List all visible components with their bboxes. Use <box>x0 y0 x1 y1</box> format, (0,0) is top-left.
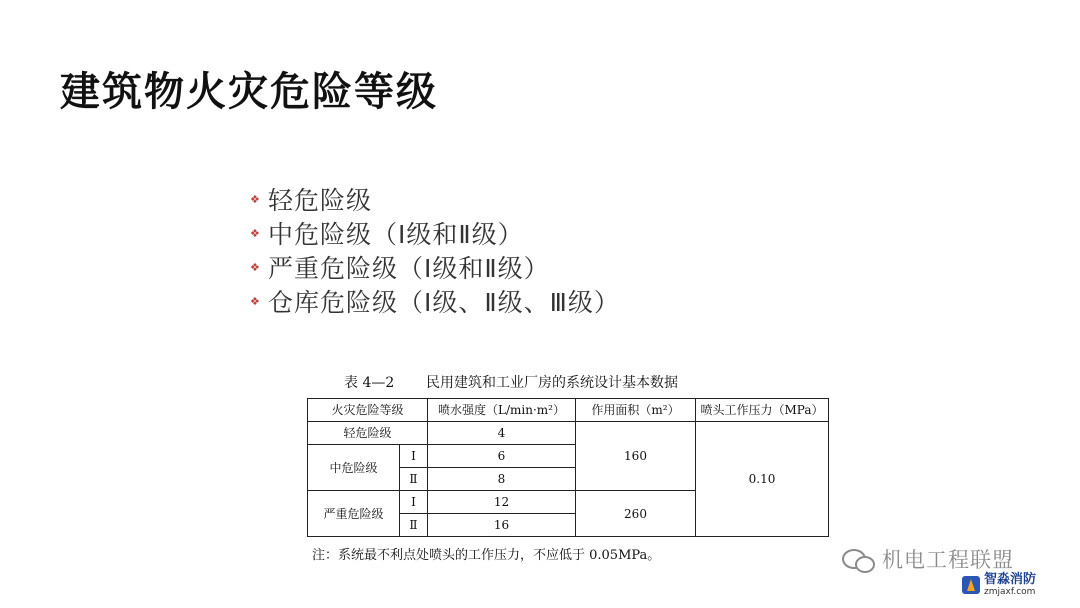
cell-sub-severe-2: Ⅱ <box>400 514 428 537</box>
diamond-bullet-icon: ❖ <box>250 193 261 206</box>
cell-level-medium: 中危险级 <box>308 445 400 491</box>
list-item-label: 仓库危险级（Ⅰ级、Ⅱ级、Ⅲ级） <box>268 288 620 317</box>
cell-intensity-medium-1: 6 <box>428 445 576 468</box>
diamond-bullet-icon: ❖ <box>250 261 261 274</box>
cell-intensity-severe-1: 12 <box>428 491 576 514</box>
cell-intensity-medium-2: 8 <box>428 468 576 491</box>
header-operating-area: 作用面积（m²） <box>576 399 696 422</box>
table-header-row <box>308 399 829 422</box>
table-row <box>308 422 829 445</box>
table-caption-title: 民用建筑和工业厂房的系统设计基本数据 <box>426 375 678 391</box>
header-spray-intensity: 喷水强度（L/min·m²） <box>428 399 576 422</box>
list-item <box>250 184 620 218</box>
cell-intensity-light: 4 <box>428 422 576 445</box>
list-item <box>250 252 620 286</box>
wechat-watermark <box>842 544 1014 574</box>
cell-area-160: 160 <box>576 422 696 491</box>
list-item-label: 中危险级（Ⅰ级和Ⅱ级） <box>268 220 524 249</box>
slide-title: 建筑物火灾危险等级 <box>60 69 438 115</box>
design-data-table <box>307 398 829 537</box>
logo-name: 智淼消防 <box>984 572 1037 587</box>
wechat-icon <box>842 547 876 571</box>
header-hazard-level: 火灾危险等级 <box>308 399 428 422</box>
cell-pressure: 0.10 <box>696 422 829 537</box>
hazard-level-list <box>250 184 620 320</box>
logo-url: zmjaxf.com <box>984 587 1036 597</box>
cell-level-severe: 严重危险级 <box>308 491 400 537</box>
list-item-label: 轻危险级 <box>268 186 373 215</box>
cell-level-light: 轻危险级 <box>308 422 428 445</box>
flame-logo-icon <box>962 576 980 594</box>
table-caption <box>344 372 678 392</box>
watermark-text: 机电工程联盟 <box>882 548 1014 572</box>
list-item <box>250 286 620 320</box>
cell-intensity-severe-2: 16 <box>428 514 576 537</box>
cell-sub-severe-1: Ⅰ <box>400 491 428 514</box>
diamond-bullet-icon: ❖ <box>250 295 261 308</box>
cell-sub-medium-1: Ⅰ <box>400 445 428 468</box>
table-caption-number: 表 4—2 <box>344 375 395 391</box>
table-note: 注：系统最不利点处喷头的工作压力，不应低于 0.05MPa。 <box>312 548 661 563</box>
list-item <box>250 218 620 252</box>
cell-area-260: 260 <box>576 491 696 537</box>
cell-sub-medium-2: Ⅱ <box>400 468 428 491</box>
brand-logo <box>962 573 1036 597</box>
diamond-bullet-icon: ❖ <box>250 227 261 240</box>
list-item-label: 严重危险级（Ⅰ级和Ⅱ级） <box>268 254 550 283</box>
header-nozzle-pressure: 喷头工作压力（MPa） <box>696 399 829 422</box>
